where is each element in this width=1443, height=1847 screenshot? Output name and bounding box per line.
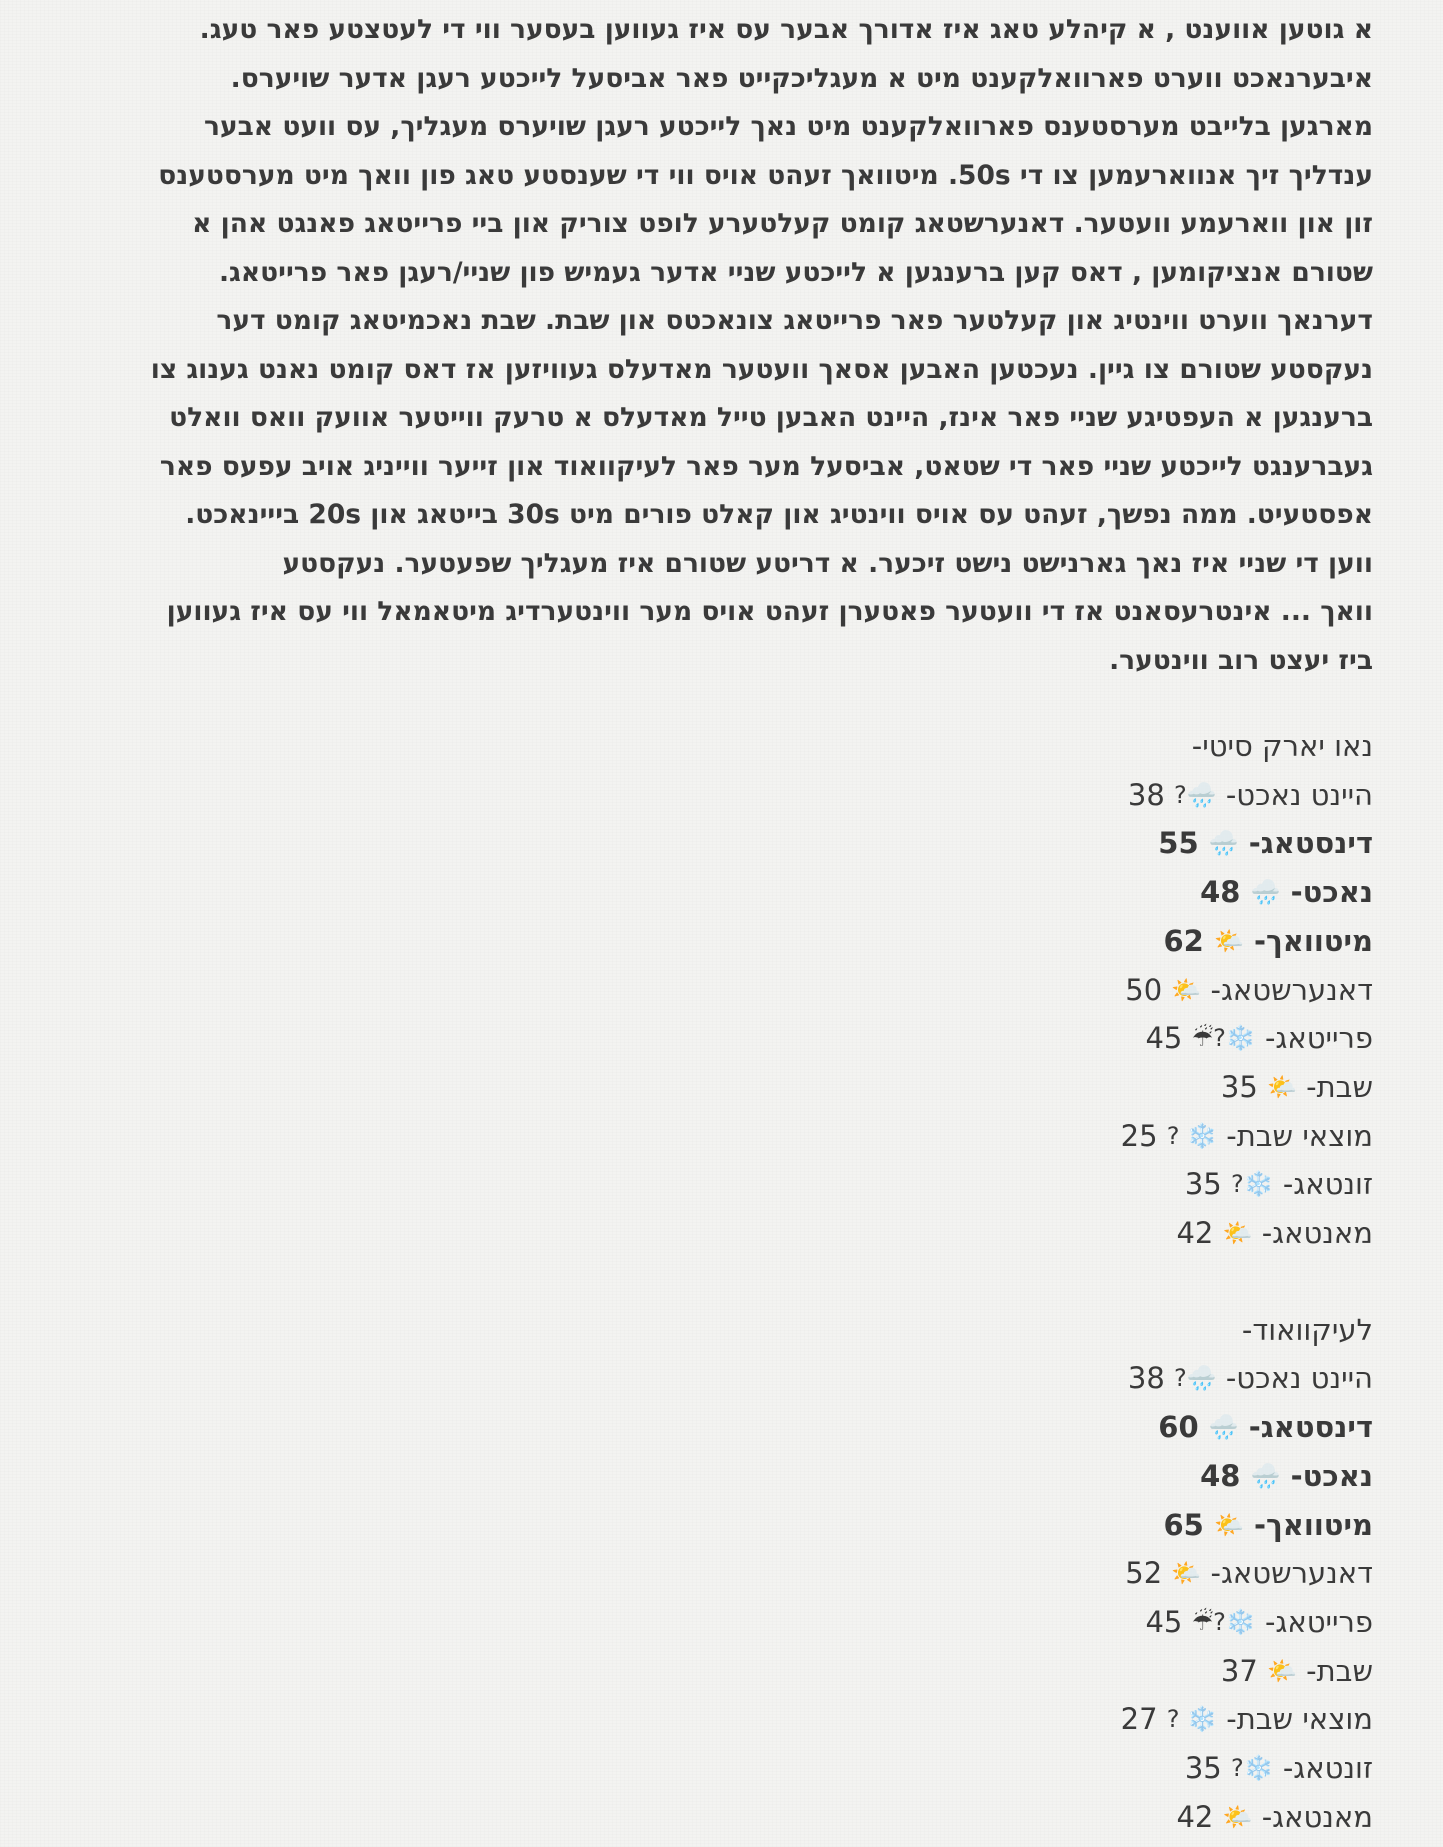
day-label: נאכט-	[1290, 1458, 1373, 1493]
temperature-value: 45	[1145, 1604, 1183, 1639]
nyc-title: נאו יארק סיטי-	[1191, 729, 1373, 763]
day-label: דאנערשטאג-	[1210, 972, 1373, 1007]
paragraph-line: זון און ווארעמע וועטער. דאנערשטאג קומט קעלטערע לופט צוריק און ביי פרייטאג פאנגט אהן א	[192, 208, 1373, 239]
weather-icon: 🌧️	[1208, 1413, 1239, 1442]
forecast-row	[40, 1647, 1373, 1696]
lakewood-title: לעיקוואוד-	[1241, 1312, 1373, 1347]
temperature-value: 48	[1200, 1458, 1241, 1493]
temperature-value: 27	[1120, 1702, 1158, 1737]
day-label: מיטוואך-	[1253, 1507, 1373, 1542]
temperature-value: 38	[1127, 777, 1165, 812]
temperature-value: 52	[1125, 1556, 1163, 1591]
temperature-value: 35	[1184, 1751, 1222, 1786]
forecast-row	[40, 1452, 1373, 1501]
lakewood-forecast-rows	[40, 1354, 1373, 1841]
day-label: היינט נאכט-	[1225, 1361, 1373, 1396]
forecast-row	[40, 1549, 1373, 1598]
paragraph-line: ווען די שניי איז נאך גארנישט נישט זיכער. א דריטע שטורם איז מעגליך שפעטער. נעקסטע	[282, 547, 1373, 579]
temperature-value: 42	[1176, 1799, 1214, 1834]
weather-icon: 🌤️	[1222, 1219, 1253, 1248]
day-label: מוצאי שבת-	[1226, 1702, 1373, 1737]
forecast-paragraph	[40, 0, 1373, 685]
weather-icon: ❄️?☔	[1191, 1024, 1256, 1053]
day-label: פרייטאג-	[1264, 1021, 1373, 1056]
paragraph-line: ענדליך זיך אנווארעמען צו די 50s. מיטוואך זעהט אויס ווי די שענסטע טאג פון וואך מיט מערסטענס	[158, 159, 1373, 191]
weather-icon: ❄️?	[1230, 1170, 1274, 1199]
paragraph-line: נעקסטע שטורם צו גיין. נעכטען האבען אסאך וועטער מאדעלס געוויזען אז דאס קומט נאנט גענוג צו	[150, 353, 1373, 385]
paragraph-line: מארגען בלייבט מערסטענס פארוואלקענט מיט נאך לייכטע רעגן שויערס מעגליך, עס וועט אבער	[204, 111, 1373, 142]
paragraph-line: ברענגען א העפטיגע שניי פאר אינז, היינט האבען טייל מאדעלס א טרעק ווייטער אוועק וואס וואלט	[169, 402, 1373, 433]
temperature-value: 37	[1220, 1653, 1258, 1688]
weather-icon: ❄️ ?	[1166, 1121, 1218, 1150]
weather-icon: 🌤️	[1267, 1072, 1297, 1101]
temperature-value: 38	[1127, 1361, 1165, 1396]
paragraph-line: געברענגט לייכטע שניי פאר די שטאט, אביסעל מער פאר לעיקוואוד און זייער ווייניג אויב עפעס פאר	[159, 450, 1373, 482]
day-label: דינסטאג-	[1248, 826, 1373, 861]
day-label: מוצאי שבת-	[1226, 1118, 1373, 1153]
day-label: שבת-	[1306, 1069, 1373, 1104]
forecast-row	[40, 1063, 1373, 1112]
paragraph-line: ביז יעצט רוב ווינטער.	[1109, 644, 1373, 676]
weather-icon: 🌤️	[1171, 975, 1202, 1004]
forecast-row	[40, 1744, 1373, 1793]
forecast-row	[40, 917, 1373, 966]
temperature-value: 35	[1220, 1069, 1258, 1104]
weather-icon: 🌤️	[1267, 1656, 1297, 1685]
nyc-forecast-rows	[40, 771, 1373, 1258]
temperature-value: 62	[1163, 923, 1204, 958]
nyc-forecast	[40, 722, 1373, 1258]
weather-icon: 🌧️	[1208, 829, 1239, 858]
temperature-value: 60	[1158, 1410, 1199, 1445]
weather-icon: 🌤️	[1213, 1510, 1244, 1539]
temperature-value: 65	[1163, 1507, 1204, 1542]
forecast-row	[40, 1403, 1373, 1452]
weather-icon: 🌧️?	[1174, 780, 1217, 809]
weather-icon: 🌤️	[1213, 926, 1244, 955]
weather-icon: 🌧️?	[1174, 1364, 1217, 1393]
day-label: דינסטאג-	[1248, 1410, 1373, 1445]
day-label: זונטאג-	[1282, 1167, 1373, 1202]
day-label: פרייטאג-	[1264, 1604, 1373, 1639]
temperature-value: 45	[1145, 1021, 1183, 1056]
day-label: דאנערשטאג-	[1210, 1556, 1373, 1591]
lakewood-forecast	[40, 1306, 1373, 1842]
forecast-row	[40, 868, 1373, 917]
day-label: מאנטאג-	[1261, 1799, 1373, 1834]
forecast-row	[40, 1014, 1373, 1063]
paragraph-line: איבערנאכט ווערט פארוואלקענט מיט א מעגליכקייט פאר אביסעל לייכטע רעגן אדער שויערס.	[230, 62, 1373, 94]
temperature-value: 50	[1125, 972, 1163, 1007]
temperature-value: 42	[1176, 1216, 1214, 1251]
forecast-row	[40, 1160, 1373, 1209]
temperature-value: 48	[1200, 875, 1241, 910]
paragraph-line: וואך ... אינטרעסאנט אז די וועטער פאטערן זעהט אויס מער ווינטערדיג מיטאמאל ווי עס איז געווען	[166, 596, 1373, 627]
paragraph-line: שטורם אנציקומען , דאס קען ברענגען א לייכטע שניי אדער געמיש פון שניי/רעגן פאר פרייטאג.	[218, 256, 1373, 288]
weather-icon: 🌤️	[1171, 1559, 1202, 1588]
forecast-row	[40, 1695, 1373, 1744]
weather-icon: ❄️?☔	[1191, 1607, 1256, 1636]
temperature-value: 55	[1158, 826, 1199, 861]
temperature-value: 25	[1120, 1118, 1158, 1153]
weather-icon: 🌧️	[1250, 878, 1281, 907]
weather-icon: ❄️ ?	[1166, 1705, 1218, 1734]
day-label: מאנטאג-	[1261, 1216, 1373, 1251]
forecast-row	[40, 819, 1373, 868]
day-label: נאכט-	[1290, 875, 1373, 910]
day-label: היינט נאכט-	[1225, 777, 1373, 812]
forecast-row	[40, 771, 1373, 820]
weather-icon: 🌤️	[1222, 1802, 1253, 1831]
paragraph-line: דערנאך ווערט ווינטיג און קעלטער פאר פרייטאג צונאכטס און שבת. שבת נאכמיטאג קומט דער	[216, 305, 1373, 336]
forecast-row	[40, 1501, 1373, 1550]
forecast-row	[40, 1354, 1373, 1403]
forecast-row	[40, 1793, 1373, 1842]
forecast-row	[40, 1209, 1373, 1258]
weather-icon: ❄️?	[1230, 1754, 1274, 1783]
paragraph-line: א גוטען אווענט , א קיהלע טאג איז אדורך אבער עס איז געווען בעסער ווי די לעטצטע פאר טעג.	[199, 14, 1373, 45]
weather-icon: 🌧️	[1250, 1461, 1281, 1490]
temperature-value: 35	[1184, 1167, 1222, 1202]
day-label: מיטוואך-	[1253, 923, 1373, 958]
forecast-row	[40, 966, 1373, 1015]
forecast-row	[40, 1598, 1373, 1647]
forecast-row	[40, 1112, 1373, 1161]
day-label: זונטאג-	[1282, 1751, 1373, 1786]
day-label: שבת-	[1306, 1653, 1373, 1688]
paragraph-line: אפסטעיט. ממה נפשך, זעהט עס אויס ווינטיג און קאלט פורים מיט 30s בייטאג און 20s בייינאכט.	[185, 499, 1373, 530]
